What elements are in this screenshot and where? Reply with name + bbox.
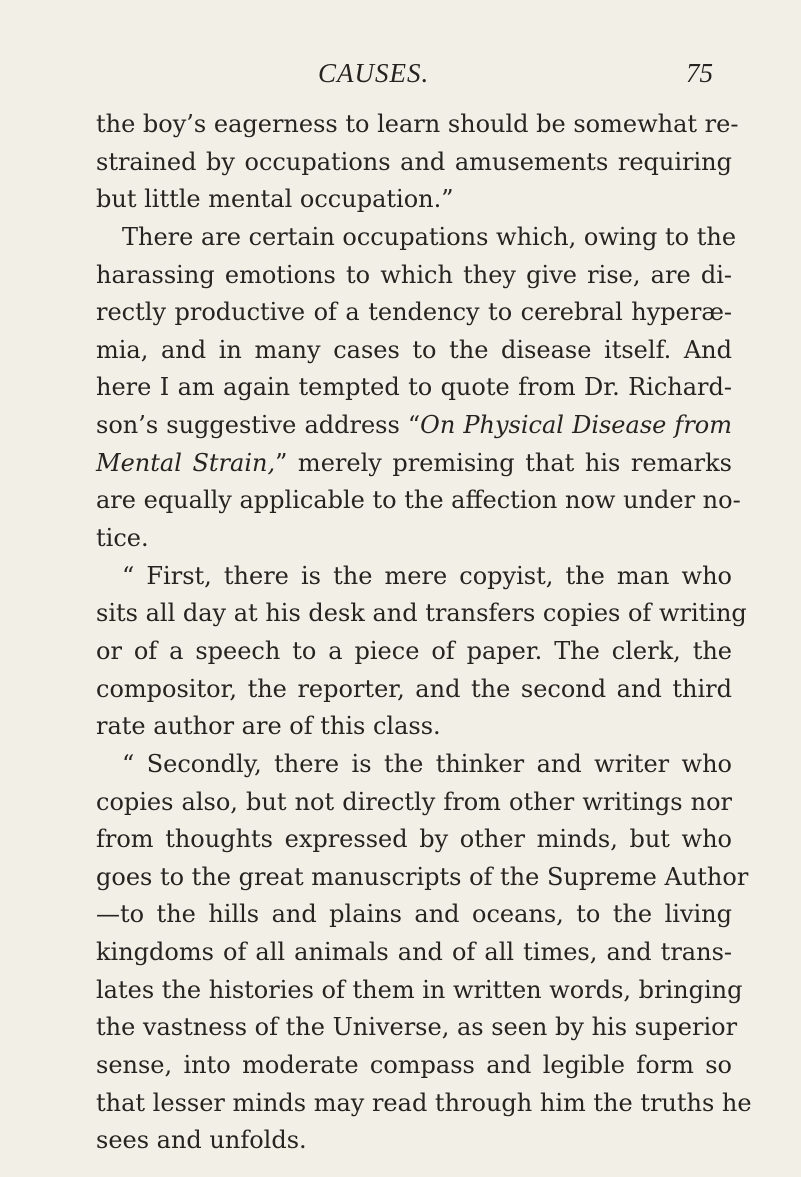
body-text <box>96 106 752 1160</box>
text-line: tice. <box>96 524 149 553</box>
text-line: compositor, the reporter, and the second and third <box>96 674 732 703</box>
text-line: sense, into moderate compass and legible form so <box>96 1051 732 1080</box>
text-line: that lesser minds may read through him the truths he <box>96 1088 752 1117</box>
text-line: strained by occupations and amusements requiring <box>96 147 732 176</box>
text-line: from thoughts expressed by other minds, but who <box>96 825 732 854</box>
text-line: sits all day at his desk and transfers copies of writing <box>96 599 747 628</box>
text-line: goes to the great manuscripts of the Supreme Author <box>96 862 749 891</box>
running-head <box>0 58 801 98</box>
text-line: “ Secondly, there is the thinker and writer who <box>122 749 732 778</box>
page-number: 75 <box>686 58 713 88</box>
text-line: lates the histories of them in written words, bringing <box>96 975 743 1004</box>
text-line: harassing emotions to which they give rise, are di- <box>96 260 732 289</box>
text-line: are equally applicable to the affection now under no- <box>96 486 741 515</box>
text-line: “ First, there is the mere copyist, the man who <box>122 561 732 590</box>
italic-title-run: Mental Strain, <box>96 448 276 477</box>
text-run: ” merely premising that his remarks <box>275 448 732 477</box>
text-line: kingdoms of all animals and of all times, and trans- <box>96 938 732 967</box>
text-line: but little mental occupation.” <box>96 185 454 214</box>
italic-title-run: On Physical Disease from <box>420 411 732 440</box>
text-run: son’s suggestive address “ <box>96 411 421 440</box>
text-line: rate author are of this class. <box>96 712 441 741</box>
text-line: the boy’s eagerness to learn should be somewhat re- <box>96 110 739 138</box>
text-line: the vastness of the Universe, as seen by his superior <box>96 1013 738 1042</box>
text-line: There are certain occupations which, owing to the <box>122 222 737 251</box>
text-line: or of a speech to a piece of paper. The clerk, the <box>96 636 732 665</box>
text-line <box>96 407 732 445</box>
text-line: copies also, but not directly from other writings nor <box>96 787 732 816</box>
text-line: mia, and in many cases to the disease itself. And <box>96 335 732 364</box>
text-line: sees and unfolds. <box>96 1126 307 1155</box>
text-line: here I am again tempted to quote from Dr. Richard- <box>96 373 732 402</box>
text-line: —to the hills and plains and oceans, to the living <box>96 900 732 929</box>
running-title: CAUSES. <box>318 58 430 88</box>
text-line: rectly productive of a tendency to cerebral hyperæ- <box>96 298 732 327</box>
text-line <box>96 445 732 483</box>
